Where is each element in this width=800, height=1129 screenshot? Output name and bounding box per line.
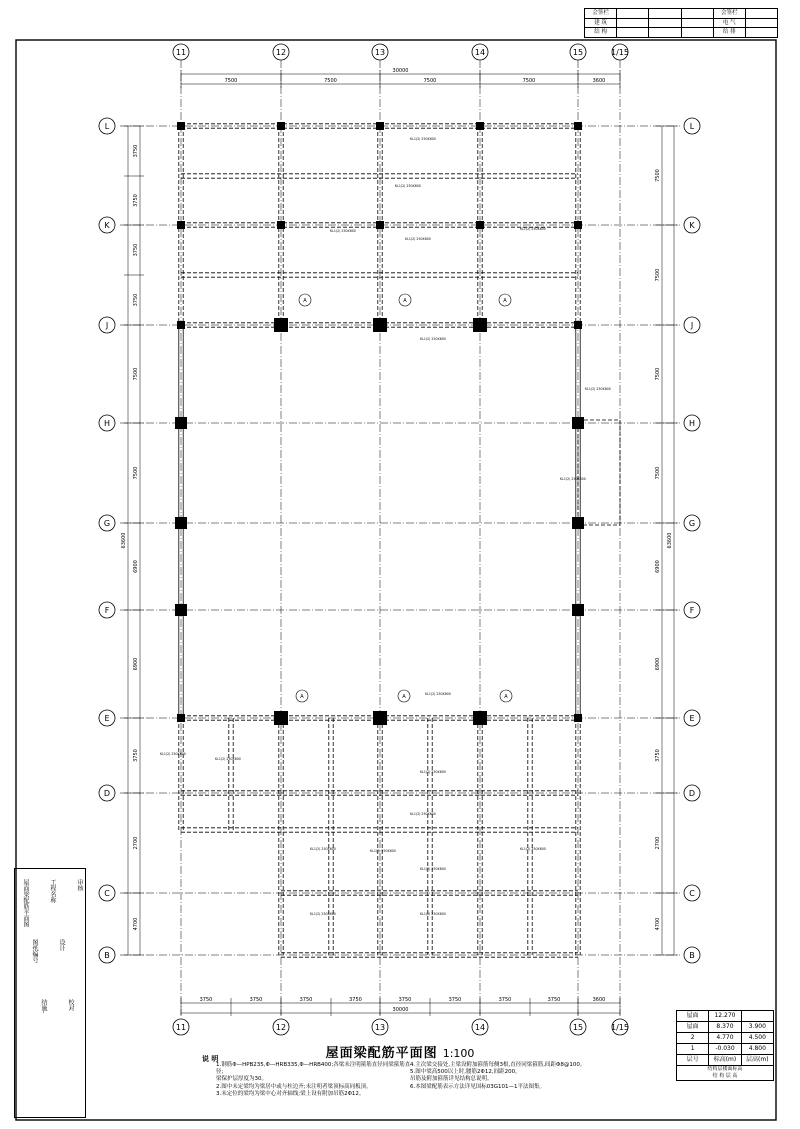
- drawing-title-text: 屋面梁配筋平面图: [325, 1046, 438, 1061]
- axis-grid: [120, 60, 680, 1015]
- column: [177, 714, 185, 722]
- elevation-row: [677, 1011, 773, 1022]
- beam-annotation: KL1(2) 250X600: [395, 184, 421, 188]
- axis-bubble-bottom: [611, 1019, 629, 1035]
- left-block-text: 设计: [58, 939, 65, 951]
- axis-bubble-left: [99, 602, 115, 618]
- axis-label: D: [688, 789, 696, 798]
- axis-bubble-left: [99, 317, 115, 333]
- note-line: 5.图中梁高500以上时,腰筋2Φ12,间距200。: [410, 1069, 521, 1076]
- left-block-text: 图纸编号: [31, 939, 38, 963]
- axis-bubble-right: [684, 217, 700, 233]
- axis-label: 11: [175, 1023, 187, 1032]
- title-block-cell: [617, 9, 649, 18]
- dim-label: 7500: [655, 466, 661, 480]
- beam-annotation: KL1(2) 250X600: [370, 849, 396, 853]
- axis-label: H: [103, 419, 111, 428]
- axis-bubble-left: [99, 785, 115, 801]
- title-block-cell: [617, 28, 649, 37]
- left-block-text: 工程名称: [49, 879, 56, 903]
- column: [476, 122, 484, 130]
- beam-annotation: KL1(2) 250X600: [160, 752, 186, 756]
- left-block-text: 校对: [67, 999, 74, 1011]
- elevation-cell: 3.900: [748, 1023, 766, 1030]
- dim-label: 6900: [133, 657, 139, 671]
- dim-label: 30000: [392, 68, 409, 74]
- section-marker: [399, 294, 411, 306]
- dim-label: 3750: [498, 997, 512, 1003]
- dim-label: 7500: [522, 78, 536, 84]
- axis-bubble-top: [570, 44, 586, 60]
- dim-label: 6900: [655, 657, 661, 671]
- elevation-cell: 12.270: [709, 1011, 741, 1021]
- title-block-cell: 建 筑: [585, 19, 617, 28]
- title-block-top: [584, 8, 778, 38]
- axis-bubble-top: [472, 44, 488, 60]
- axis-bubble-top: [372, 44, 388, 60]
- column: [277, 122, 285, 130]
- axis-label: 12: [275, 48, 287, 57]
- dim-label: 3750: [655, 749, 661, 762]
- section-label: A: [300, 694, 304, 700]
- axis-label: 1/15: [611, 1023, 629, 1032]
- axis-bubble-bottom: [372, 1019, 388, 1035]
- elevation-cell: 2: [677, 1033, 709, 1043]
- dim-label: 3750: [249, 997, 263, 1003]
- beam-annotation: KL1(2) 250X600: [420, 867, 446, 871]
- beam-annotation: KL1(2) 250X600: [420, 770, 446, 774]
- dim-label: 7500: [324, 78, 337, 84]
- beam-annotation: KL1(2) 250X600: [405, 237, 431, 241]
- drawing-scale: 1:100: [442, 1047, 475, 1060]
- title-block-row: [585, 19, 777, 29]
- dim-label: 7500: [655, 268, 661, 282]
- elevation-row: [677, 1055, 773, 1066]
- dim-label: 3750: [199, 997, 213, 1003]
- beam-annotation: KL1(2) 250X600: [215, 757, 241, 761]
- dim-label: 7500: [133, 367, 139, 381]
- title-block-cell: [682, 19, 714, 28]
- title-block-row: [585, 9, 777, 19]
- axis-bubble-right: [684, 947, 700, 963]
- beam-annotation: KL1(2) 250X600: [410, 812, 436, 816]
- axis-label: G: [103, 519, 111, 528]
- axis-bubble-right: [684, 415, 700, 431]
- axis-bubble-bottom: [273, 1019, 289, 1035]
- title-block-cell: [649, 19, 681, 28]
- axis-label: K: [689, 221, 695, 230]
- dim-label: 6900: [133, 560, 139, 573]
- axis-bubble-left: [99, 118, 115, 134]
- axis-label: E: [104, 714, 110, 723]
- axis-bubble-right: [684, 785, 700, 801]
- elevation-cell: 4.800: [748, 1045, 766, 1052]
- title-block-cell: [682, 9, 714, 18]
- elevation-caption: 结构层楼面标高: [707, 1066, 743, 1072]
- dim-label: 3750: [133, 243, 139, 257]
- elevation-cell: [742, 1011, 773, 1021]
- dim-label: 63600: [121, 532, 127, 549]
- title-block-cell: [746, 19, 777, 28]
- dim-label: 4700: [133, 917, 139, 931]
- dim-label: 3750: [299, 997, 313, 1003]
- section-marker: [499, 294, 511, 306]
- axis-bubble-top: [273, 44, 289, 60]
- column: [473, 318, 487, 332]
- elevation-cell: 屋面: [677, 1011, 709, 1021]
- note-line: 吊筋及附加箍筋详见结构总说明。: [410, 1076, 493, 1083]
- elevation-cell: 1: [677, 1044, 709, 1054]
- axis-label: B: [104, 951, 110, 960]
- column: [373, 318, 387, 332]
- dim-label: 7500: [655, 169, 661, 182]
- axis-label: J: [690, 321, 694, 330]
- beam-annotation: KL1(2) 250X600: [520, 227, 546, 231]
- axis-label: 15: [572, 48, 584, 57]
- dim-label: 3750: [547, 997, 561, 1003]
- axis-label: B: [689, 951, 695, 960]
- dim-label: 3750: [398, 997, 412, 1003]
- column: [177, 122, 185, 130]
- beam-annotation: KL1(2) 250X600: [420, 912, 446, 916]
- dim-label: 3750: [133, 194, 139, 207]
- elevation-cell: 8.370: [709, 1022, 741, 1032]
- column: [574, 321, 582, 329]
- elevation-cell: 4.770: [709, 1033, 741, 1043]
- axis-bubble-left: [99, 885, 115, 901]
- section-label: A: [504, 694, 508, 700]
- axis-bubble-right: [684, 317, 700, 333]
- column: [274, 711, 288, 725]
- beam-annotation: KL1(2) 250X600: [420, 337, 446, 341]
- column: [373, 711, 387, 725]
- title-block-cell: [649, 28, 681, 37]
- column: [574, 714, 582, 722]
- section-label: A: [503, 298, 507, 304]
- title-block-cell: 电 气: [714, 19, 746, 28]
- elevation-cell: 屋面: [677, 1022, 709, 1032]
- beam-annotation: KL1(2) 250X600: [410, 137, 436, 141]
- axis-label: K: [104, 221, 110, 230]
- axis-label: E: [689, 714, 695, 723]
- axis-bubbles: [99, 44, 700, 1035]
- elevation-cell: 层高(m): [746, 1056, 769, 1063]
- dim-label: 7500: [224, 78, 238, 84]
- column: [572, 604, 584, 616]
- column: [476, 221, 484, 229]
- beam-annotation: KL1(2) 250X600: [425, 692, 451, 696]
- axis-label: 14: [474, 1023, 486, 1032]
- column: [175, 517, 187, 529]
- elevation-row: [677, 1022, 773, 1033]
- dim-label: 3750: [133, 749, 139, 762]
- beam-annotation: KL1(2) 250X600: [330, 229, 356, 233]
- axis-label: 11: [175, 48, 187, 57]
- dim-label: 3750: [349, 997, 362, 1003]
- dim-label: 3600: [592, 997, 606, 1003]
- dim-label: 7500: [133, 466, 139, 480]
- notes-left: [216, 1062, 416, 1098]
- dim-label: 2700: [133, 836, 139, 850]
- note-line: 6.本图梁配筋表示方法详见国标03G101—1平法图集。: [410, 1083, 546, 1090]
- axis-bubble-left: [99, 515, 115, 531]
- elevation-row: [677, 1044, 773, 1055]
- drawing-title: [290, 1042, 510, 1061]
- axis-label: F: [104, 606, 110, 615]
- axis-bubble-left: [99, 217, 115, 233]
- dim-label: 63600: [667, 532, 673, 549]
- axis-bubble-right: [684, 710, 700, 726]
- axis-label: F: [689, 606, 695, 615]
- column: [277, 221, 285, 229]
- axis-label: 13: [374, 1023, 386, 1032]
- note-line: 1.钢筋Φ—HPB235,Φ—HRB335,Φ—HRB400;各梁未注明箍筋直径同梁箍筋直径;: [216, 1062, 411, 1076]
- column: [376, 122, 384, 130]
- canopy-frame: [578, 420, 620, 525]
- axis-bubble-bottom: [173, 1019, 189, 1035]
- column: [473, 711, 487, 725]
- left-block-text: 屋面梁配筋平面图: [22, 879, 29, 927]
- axis-label: C: [104, 889, 110, 898]
- axis-bubble-bottom: [472, 1019, 488, 1035]
- dim-label: 4700: [655, 917, 661, 931]
- left-block-text: 审核: [76, 879, 83, 891]
- title-block-cell: [746, 28, 777, 37]
- axis-bubble-left: [99, 710, 115, 726]
- axis-bubble-top: [611, 44, 629, 60]
- axis-label: J: [105, 321, 109, 330]
- axis-label: C: [689, 889, 695, 898]
- elevation-table: [676, 1010, 774, 1081]
- title-block-cell: [682, 28, 714, 37]
- column: [376, 221, 384, 229]
- beam-annotation: KL1(2) 250X600: [310, 847, 336, 851]
- dim-label: 3750: [133, 144, 139, 158]
- section-marker: [398, 690, 410, 702]
- note-line: 梁保护层厚度为30。: [216, 1076, 267, 1083]
- beam-lines: [179, 124, 620, 957]
- axis-bubble-right: [684, 602, 700, 618]
- axis-label: 15: [572, 1023, 584, 1032]
- axis-label: 14: [474, 48, 486, 57]
- elevation-cell: 层号: [677, 1055, 709, 1065]
- axis-label: L: [104, 122, 110, 131]
- column: [175, 417, 187, 429]
- dim-label: 3600: [592, 78, 606, 84]
- axis-bubble-top: [173, 44, 189, 60]
- title-block-cell: 结 构: [585, 28, 617, 37]
- dim-label: 3750: [133, 293, 139, 307]
- column: [574, 221, 582, 229]
- beam-annotations: [160, 137, 611, 916]
- axis-label: D: [103, 789, 111, 798]
- axis-label: G: [688, 519, 696, 528]
- axis-bubble-left: [99, 947, 115, 963]
- title-block-cell: 给 排: [714, 28, 746, 37]
- section-label: A: [402, 694, 406, 700]
- title-block-cell: [649, 9, 681, 18]
- note-line: 3.未定位的梁均为梁中心对齐轴线;梁上设有附加吊筋2Φ12。: [216, 1090, 365, 1097]
- dim-label: 2700: [655, 836, 661, 850]
- section-label: A: [403, 298, 407, 304]
- title-block-left: [14, 868, 86, 1118]
- elevation-caption: 结 构 层 高: [712, 1073, 738, 1079]
- notes-right: [410, 1062, 610, 1091]
- title-block-cell: 会签栏: [585, 9, 617, 18]
- column: [177, 221, 185, 229]
- section-marker: [296, 690, 308, 702]
- axis-bubble-right: [684, 515, 700, 531]
- elevation-row: [677, 1033, 773, 1044]
- axis-bubble-bottom: [570, 1019, 586, 1035]
- column: [274, 318, 288, 332]
- elevation-cell: 标高(m): [709, 1055, 741, 1065]
- title-block-cell: [617, 19, 649, 28]
- left-block-text: 结施-: [40, 999, 47, 1014]
- axis-label: 12: [275, 1023, 287, 1032]
- dim-label: 6900: [655, 560, 661, 573]
- section-marker: [299, 294, 311, 306]
- section-marker: [500, 690, 512, 702]
- axis-bubble-right: [684, 885, 700, 901]
- axis-bubble-left: [99, 415, 115, 431]
- dimension-lines: [121, 68, 678, 1016]
- notes-label: 说 明: [202, 1055, 219, 1063]
- note-line: 4.主次梁交接处,主梁设附加箍筋每侧3根,直径同梁箍筋,间距Φ8@100。: [410, 1062, 586, 1068]
- axis-label: H: [688, 419, 696, 428]
- axis-bubble-right: [684, 118, 700, 134]
- elevation-cell: -0.030: [709, 1044, 741, 1054]
- column: [572, 417, 584, 429]
- column: [177, 321, 185, 329]
- dim-label: 7500: [423, 78, 437, 84]
- title-block-row: [585, 28, 777, 37]
- axis-label: L: [689, 122, 695, 131]
- axis-label: 13: [374, 48, 386, 57]
- column: [175, 604, 187, 616]
- columns: [175, 122, 584, 725]
- title-block-cell: [746, 9, 777, 18]
- beam-annotation: KL1(2) 250X600: [520, 847, 546, 851]
- title-block-cell: 会签栏: [714, 9, 746, 18]
- beam-annotation: KL1(2) 250X600: [585, 387, 611, 391]
- axis-label: 1/15: [611, 48, 629, 57]
- column: [574, 122, 582, 130]
- dim-label: 30000: [392, 1007, 409, 1013]
- column: [572, 517, 584, 529]
- dim-label: 3750: [448, 997, 462, 1003]
- note-line: 2.图中未定梁均为梁居中或与柱边齐;未注明者梁顶标高同板顶。: [216, 1083, 372, 1090]
- section-label: A: [303, 298, 307, 304]
- beam-annotation: KL1(2) 250X600: [560, 477, 586, 481]
- beam-annotation: KL1(2) 250X600: [310, 912, 336, 916]
- elevation-cell: 4.500: [748, 1034, 766, 1041]
- dim-label: 7500: [655, 367, 661, 381]
